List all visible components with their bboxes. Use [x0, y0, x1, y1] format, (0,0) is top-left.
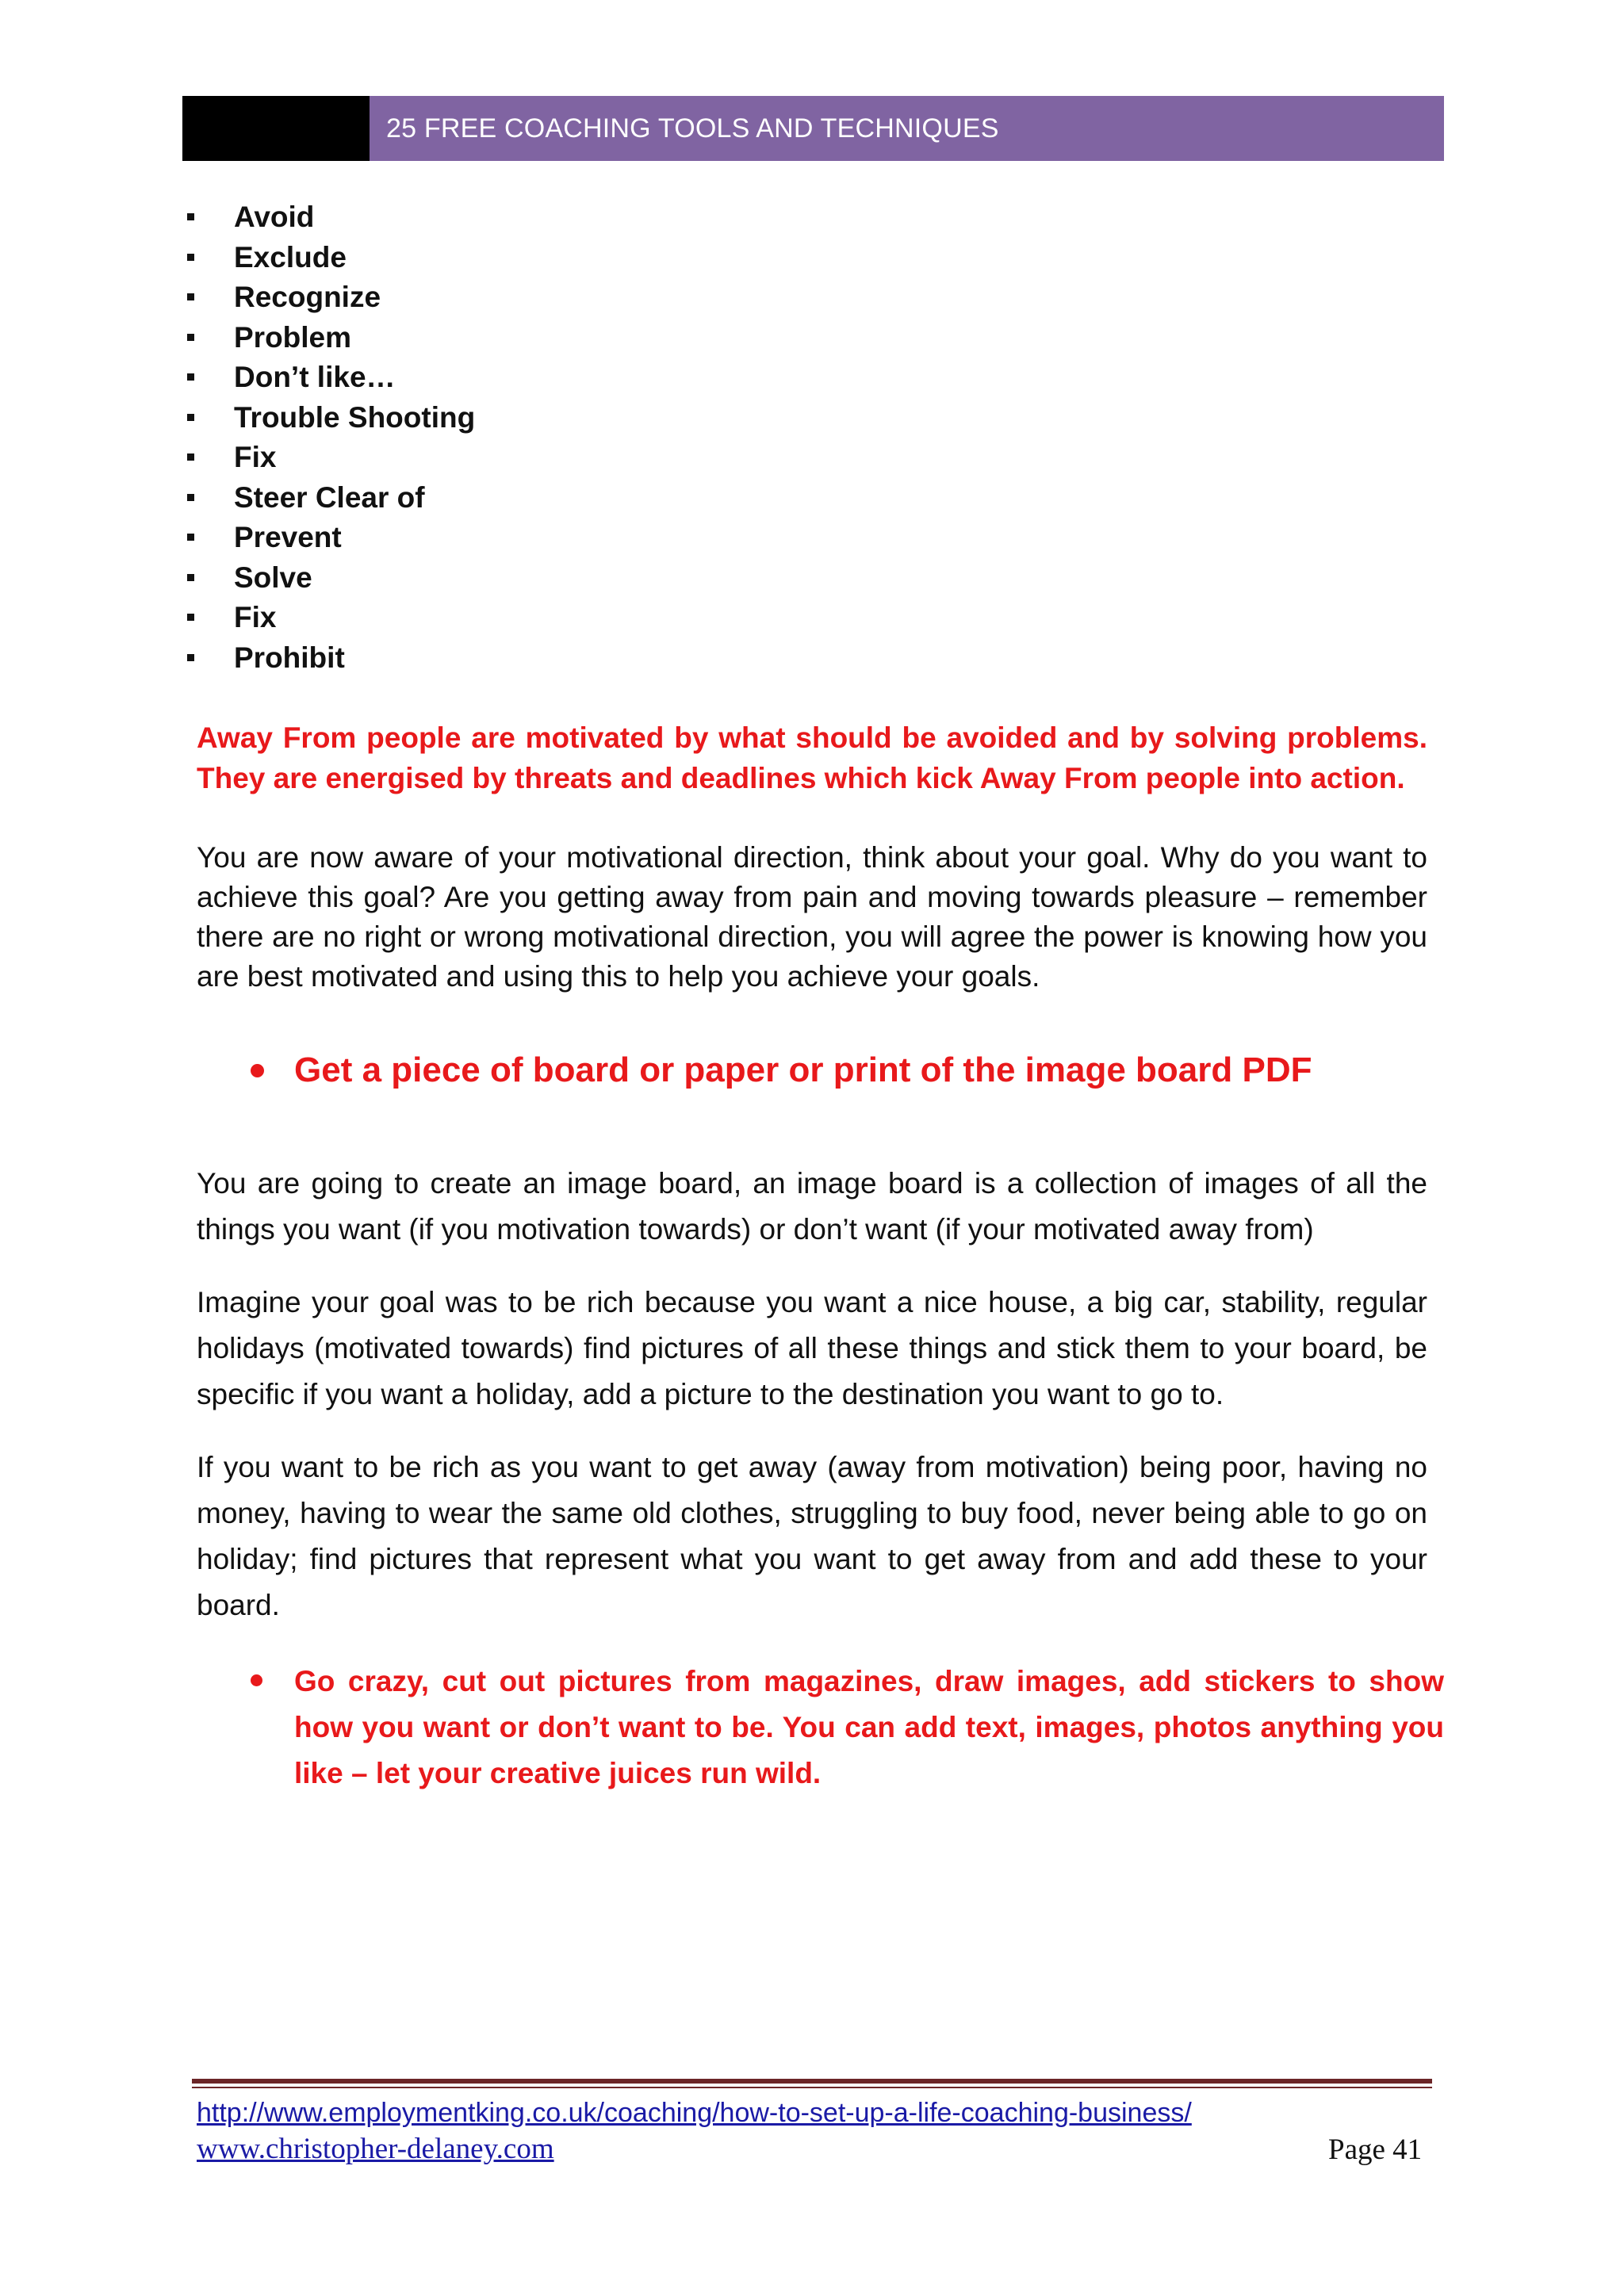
- goal-paragraph: You are now aware of your motivational direction, think about your goal. Why do you want to achieve this goal? Are you getting away from pain and moving towards pleasure – remember there are no right or wrong motivational direction, you will agree the power is knowing how you are best motivated and using this to help you achieve your goals.: [197, 841, 1427, 993]
- bullet-dot-icon: [251, 1674, 262, 1686]
- footer-rule-thin: [192, 2087, 1432, 2088]
- square-bullet-icon: [187, 574, 194, 581]
- square-bullet-icon: [187, 654, 194, 661]
- bullet-dot-icon: [251, 1064, 264, 1077]
- footer-link-christopher-delaney[interactable]: www.christopher-delaney.com: [197, 2133, 554, 2165]
- image-board-paragraph: You are going to create an image board, an image board is a collection of images of all the things you want (if you motivation towards) or don’t want (if your motivated away from): [197, 1167, 1427, 1246]
- step-heading: Get a piece of board or paper or print of the image board PDF: [294, 1050, 1312, 1089]
- header-title: 25 FREE COACHING TOOLS AND TECHNIQUES: [386, 113, 999, 144]
- towards-paragraph: Imagine your goal was to be rich because you want a nice house, a big car, stability, regular holidays (motivated towards) find pictures of all these things and stick them to your board, be specific if you want a holiday, add a picture to the destination you want to go to.: [197, 1286, 1427, 1410]
- page-number: Page 41: [1328, 2133, 1423, 2166]
- square-bullet-icon: [187, 334, 194, 341]
- square-bullet-icon: [187, 614, 194, 621]
- footer-link-employmentking[interactable]: http://www.employmentking.co.uk/coaching/how-to-set-up-a-life-coaching-business/: [197, 2098, 1192, 2128]
- square-bullet-icon: [187, 213, 194, 220]
- header-black-block: [182, 96, 370, 161]
- away-paragraph: If you want to be rich as you want to get away (away from motivation) being poor, having no money, having to wear the same old clothes, struggling to buy food, never being able to go on holiday; find pictures that represent what you want to get away from and add these to your board.: [197, 1451, 1427, 1621]
- square-bullet-icon: [187, 373, 194, 381]
- step-heading-item: [251, 1047, 1440, 1102]
- footer-rule: [192, 2079, 1432, 2084]
- square-bullet-icon: [187, 293, 194, 300]
- away-from-statement: Away From people are motivated by what should be avoided and by solving problems. They are energised by threats and deadlines which kick Away From people into action.: [197, 721, 1427, 794]
- square-bullet-icon: [187, 254, 194, 261]
- square-bullet-icon: [187, 414, 194, 421]
- square-bullet-icon: [187, 453, 194, 461]
- creative-tip-item: [251, 1659, 1444, 1801]
- square-bullet-icon: [187, 494, 194, 501]
- creative-tip: Go crazy, cut out pictures from magazines, draw images, add stickers to show how you want or don’t want to be. You can add text, images, photos anything you like – let your creative juices run wild.: [294, 1665, 1444, 1789]
- square-bullet-icon: [187, 534, 194, 541]
